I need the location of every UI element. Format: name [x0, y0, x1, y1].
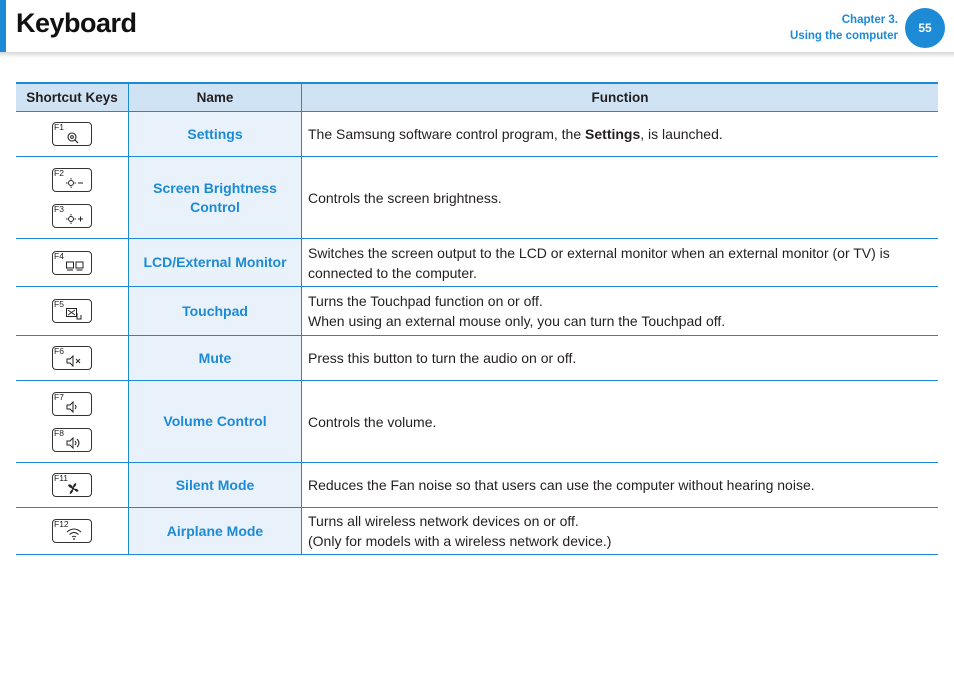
f3-key: [52, 204, 92, 228]
table-row: [16, 287, 938, 336]
function-cell: Switches the screen output to the LCD or external monitor when an external monitor (or TV) is connected to the computer.: [302, 239, 939, 287]
page-number-badge: 55: [905, 8, 945, 48]
key-label: F2: [54, 167, 64, 178]
name-cell: Screen Brightness Control: [129, 157, 302, 239]
function-cell: Press this button to turn the audio on or off.: [302, 336, 939, 381]
touchpad-icon: [66, 308, 82, 321]
column-header-function: Function: [302, 83, 939, 112]
f2-key: [52, 168, 92, 192]
f5-key: [52, 299, 92, 323]
wireless-icon: [66, 528, 82, 540]
key-label: F4: [54, 250, 64, 261]
table-row: [16, 381, 938, 463]
volume-down-icon: [66, 401, 82, 413]
f1-key: [52, 122, 92, 146]
table-row: [16, 463, 938, 508]
function-cell: Controls the screen brightness.: [302, 157, 939, 239]
settings-icon: [66, 131, 80, 145]
table-row: [16, 157, 938, 239]
function-cell: Reduces the Fan noise so that users can use the computer without hearing noise.: [302, 463, 939, 508]
header-divider: [0, 52, 954, 58]
name-cell: Touchpad: [129, 287, 302, 336]
key-label: F11: [54, 473, 69, 483]
column-header-name: Name: [129, 83, 302, 112]
name-cell: Silent Mode: [129, 463, 302, 508]
table-row: [16, 508, 938, 555]
brightness-up-icon: [66, 213, 84, 225]
brightness-down-icon: [66, 177, 84, 189]
function-cell: The Samsung software control program, the Settings, is launched.: [302, 112, 939, 157]
table-row: [16, 239, 938, 287]
shortcut-keys-table: [16, 82, 938, 555]
name-cell: LCD/External Monitor: [129, 239, 302, 287]
function-cell: Turns the Touchpad function on or off. When using an external mouse only, you can turn the Touchpad off.: [302, 287, 939, 336]
mute-icon: [66, 355, 82, 367]
chapter-label: [790, 12, 898, 44]
table-row: [16, 336, 938, 381]
f12-key: [52, 519, 92, 543]
key-label: F8: [54, 427, 64, 438]
function-cell: Turns all wireless network devices on or off. (Only for models with a wireless network device.): [302, 508, 939, 555]
f4-key: [52, 251, 92, 275]
page-title: Keyboard: [16, 8, 137, 38]
monitor-switch-icon: [66, 260, 84, 272]
left-accent-bar: [0, 0, 6, 52]
f8-key: [52, 428, 92, 452]
key-label: F12: [54, 519, 69, 529]
table-row: [16, 112, 938, 157]
key-label: F3: [54, 203, 64, 214]
chapter-number: Chapter 3.: [841, 14, 898, 26]
table-header-row: [16, 83, 938, 112]
key-label: F6: [54, 346, 64, 356]
f11-key: [52, 473, 92, 497]
name-cell: Mute: [129, 336, 302, 381]
f6-key: [52, 346, 92, 370]
name-cell: Volume Control: [129, 381, 302, 463]
fan-icon: [66, 482, 80, 495]
function-cell: Controls the volume.: [302, 381, 939, 463]
key-label: F1: [54, 122, 64, 132]
f7-key: [52, 392, 92, 416]
volume-up-icon: [66, 437, 82, 449]
column-header-shortcut-keys: Shortcut Keys: [16, 83, 129, 112]
key-label: F5: [54, 299, 64, 309]
name-cell: Settings: [129, 112, 302, 157]
key-label: F7: [54, 391, 64, 402]
chapter-title: Using the computer: [790, 30, 898, 42]
name-cell: Airplane Mode: [129, 508, 302, 555]
